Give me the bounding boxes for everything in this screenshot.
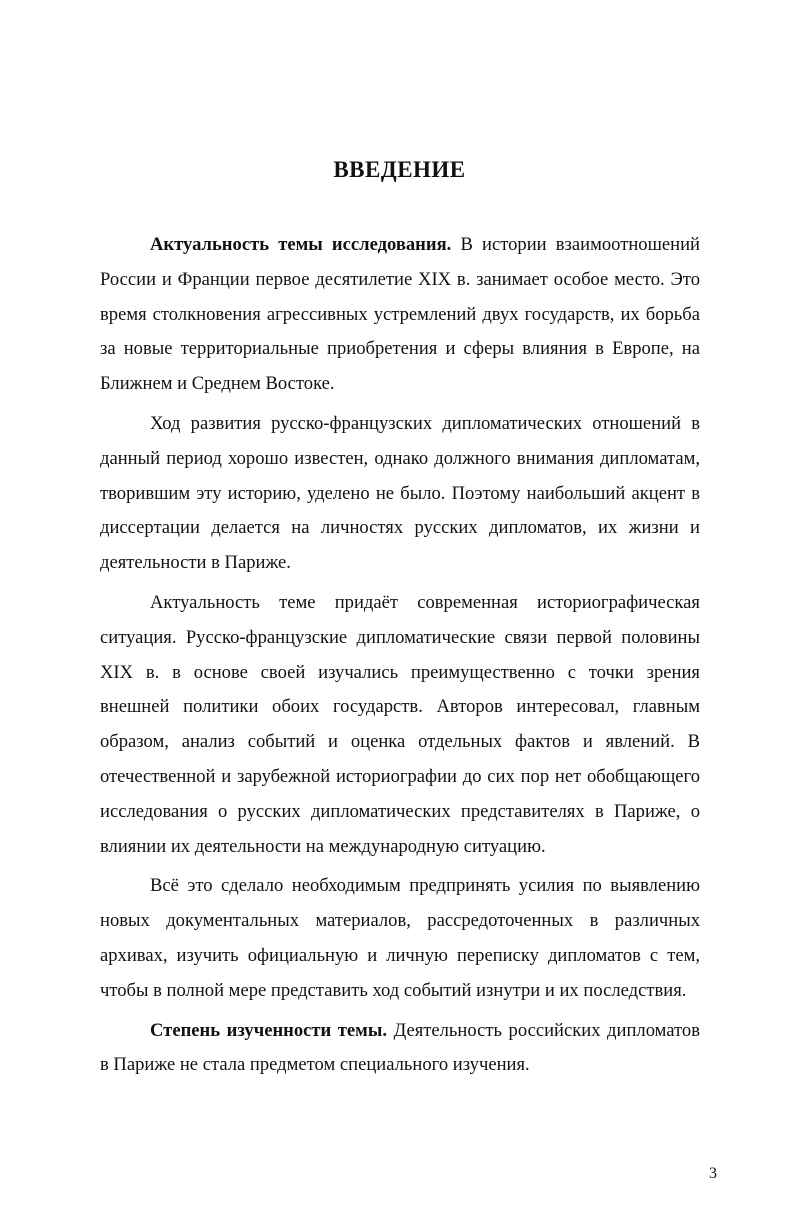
paragraph-historiography [100, 586, 700, 864]
paragraph-diplomatic-relations [100, 407, 700, 581]
paragraph-text: Деятельность российских дипломатов в Париже не стала предметом специального изучения. [100, 1019, 700, 1076]
body-text [100, 228, 700, 1083]
paragraph-text: В истории взаимоотношений России и Франции первое десятилетие XIX в. занимает особое место. Это время столкновения агрессивных устремлений двух государств, их борьба за новые территориальные приобретения и сферы влияния в Европе, на Ближнем и Среднем Востоке. [100, 234, 700, 395]
paragraph-degree-of-study [100, 1014, 700, 1084]
paragraph-text: Актуальность теме придаёт современная историографическая ситуация. Русско-французские дипломатические связи первой половины XIX в. в основе своей изучались преимущественно с точки зрения внешней политики обоих государств. Авторов интересовал, главным образом, анализ событий и оценка отдельных фактов и явлений. В отечественной и зарубежной историографии до сих пор нет обобщающего исследования о русских дипломатических представителях в Париже, о влиянии их деятельности на международную ситуацию. [100, 591, 700, 857]
paragraph-text: Всё это сделало необходимым предпринять усилия по выявлению новых документальных материалов, рассредоточенных в различных архивах, изучить официальную и личную переписку дипломатов с тем, чтобы в полной мере представить ход событий изнутри и их последствия. [100, 875, 700, 1001]
page-number: 3 [709, 1165, 717, 1182]
paragraph-heading-relevance: Актуальность темы исследования. [150, 234, 452, 255]
paragraph-heading-degree: Степень изученности темы. [150, 1019, 388, 1041]
page-title: ВВЕДЕНИЕ [333, 157, 466, 182]
paragraph-text: Ход развития русско-французских дипломатических отношений в данный период хорошо известен, однако должного внимания дипломатам, творившим эту историю, уделено не было. Поэтому наибольший акцент в диссертации делается на личностях русских дипломатов, их жизни и деятельности в Париже. [100, 412, 700, 574]
paragraph-sources [100, 869, 700, 1008]
paragraph-relevance [100, 228, 700, 402]
